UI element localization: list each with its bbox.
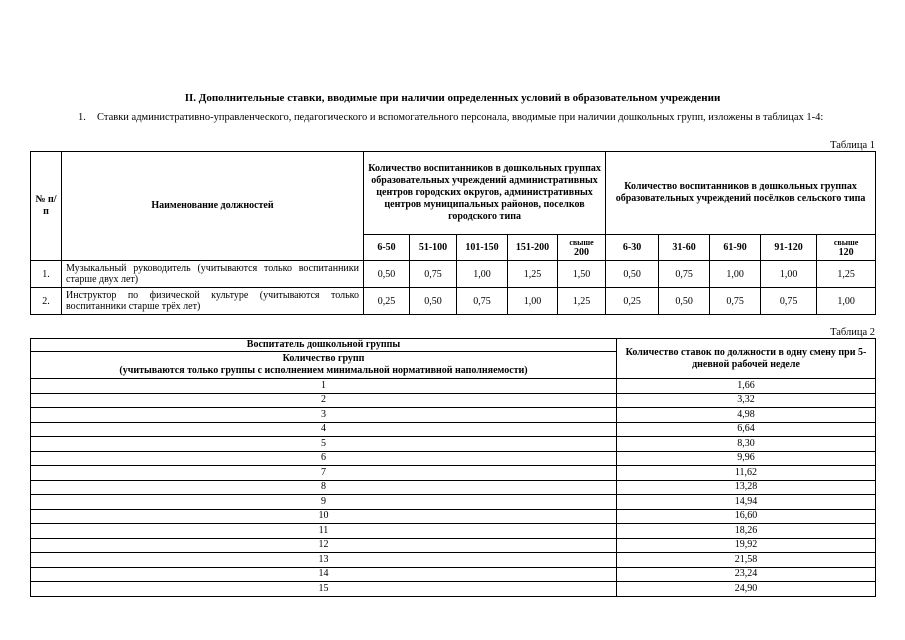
- over-label: свыше: [833, 237, 859, 247]
- table-row: [31, 393, 876, 408]
- table-row: [31, 524, 876, 539]
- group-count-cell: 2: [31, 393, 617, 408]
- rate-cell: 0,25: [606, 288, 659, 315]
- table1-caption: Таблица 1: [830, 140, 875, 151]
- rate-count-cell: 11,62: [617, 466, 876, 481]
- rate-cell: 0,75: [457, 288, 508, 315]
- table-row: [31, 538, 876, 553]
- rate-cell: 0,75: [761, 288, 817, 315]
- over-value: 120: [838, 246, 854, 258]
- rate-count-cell: 3,32: [617, 393, 876, 408]
- rate-cell: 1,00: [710, 261, 761, 288]
- col-header-number: № п/п: [31, 152, 62, 261]
- group-count-cell: 9: [31, 495, 617, 510]
- paragraph-number: 1.: [78, 112, 86, 123]
- range-header: 91-120: [761, 235, 817, 261]
- rate-cell: 0,50: [659, 288, 710, 315]
- rate-count-cell: 6,64: [617, 422, 876, 437]
- rate-cell: 0,75: [710, 288, 761, 315]
- table-row: [31, 437, 876, 452]
- range-header: 31-60: [659, 235, 710, 261]
- rate-count-cell: 16,60: [617, 509, 876, 524]
- rate-cell: 1,25: [508, 261, 558, 288]
- rate-cell: 1,25: [817, 261, 876, 288]
- range-header: 51-100: [410, 235, 457, 261]
- rate-cell: 0,25: [364, 288, 410, 315]
- rate-cell: 0,75: [659, 261, 710, 288]
- rate-count-cell: 9,96: [617, 451, 876, 466]
- col-header-position: Наименование должностей: [62, 152, 364, 261]
- table-row: [31, 288, 876, 315]
- rate-count-cell: 4,98: [617, 408, 876, 423]
- rate-count-cell: 8,30: [617, 437, 876, 452]
- over-value: 200: [574, 246, 590, 258]
- group-header-rural: Количество воспитанников в дошкольных группах образовательных учреждений посёлков сельского типа: [606, 152, 876, 235]
- rate-cell: 0,50: [606, 261, 659, 288]
- rate-count-cell: 18,26: [617, 524, 876, 539]
- rate-cell: 0,75: [410, 261, 457, 288]
- table-row: [31, 553, 876, 568]
- group-count-cell: 6: [31, 451, 617, 466]
- range-header: 6-30: [606, 235, 659, 261]
- range-header: 6-50: [364, 235, 410, 261]
- rate-cell: 1,00: [761, 261, 817, 288]
- rate-cell: 1,00: [508, 288, 558, 315]
- intro-paragraph: [78, 112, 875, 124]
- table2-caption: Таблица 2: [830, 327, 875, 338]
- group-count-cell: 1: [31, 379, 617, 394]
- group-count-cell: 14: [31, 567, 617, 582]
- range-header: 101-150: [457, 235, 508, 261]
- over-label: свыше: [569, 237, 594, 247]
- rate-count-cell: 19,92: [617, 538, 876, 553]
- rate-count-cell: 14,94: [617, 495, 876, 510]
- table-row: [31, 509, 876, 524]
- row-number: 1.: [31, 261, 62, 288]
- group-count-cell: 7: [31, 466, 617, 481]
- rate-cell: 1,50: [558, 261, 606, 288]
- table-row: [31, 466, 876, 481]
- header-groups-line1: Количество групп: [282, 353, 365, 364]
- row-number: 2.: [31, 288, 62, 315]
- section-heading: II. Дополнительные ставки, вводимые при наличии определенных условий в образовательном учреждении: [184, 92, 721, 104]
- table-row: [31, 261, 876, 288]
- range-header-over: [817, 235, 876, 261]
- table-row: [31, 451, 876, 466]
- group-count-cell: 13: [31, 553, 617, 568]
- group-count-cell: 3: [31, 408, 617, 423]
- rate-cell: 1,00: [817, 288, 876, 315]
- rate-count-cell: 1,66: [617, 379, 876, 394]
- table-row: [31, 567, 876, 582]
- table-row: [31, 480, 876, 495]
- rate-cell: 0,50: [364, 261, 410, 288]
- group-count-cell: 5: [31, 437, 617, 452]
- rate-cell: 1,00: [457, 261, 508, 288]
- rate-count-cell: 21,58: [617, 553, 876, 568]
- header-rates: Количество ставок по должности в одну смену при 5-дневной рабочей неделе: [617, 339, 876, 379]
- position-name: Музыкальный руководитель (учитываются только воспитанники старше двух лет): [62, 261, 364, 288]
- table-2: [30, 338, 876, 597]
- header-groups-line2: (учитываются только группы с исполнением минимальной нормативной наполняемости): [119, 365, 528, 376]
- group-count-cell: 12: [31, 538, 617, 553]
- table-row: [31, 582, 876, 597]
- range-header-over: [558, 235, 606, 261]
- header-educator: Воспитатель дошкольной группы: [31, 339, 617, 352]
- rate-count-cell: 13,28: [617, 480, 876, 495]
- rate-cell: 0,50: [410, 288, 457, 315]
- header-groups: [31, 352, 617, 379]
- paragraph-text: Ставки административно-управленческого, педагогического и вспомогательного персонала, вводимые при наличии дошкольных групп, изложены в таблицах 1-4:: [97, 112, 824, 123]
- group-count-cell: 11: [31, 524, 617, 539]
- position-name: Инструктор по физической культуре (учитываются только воспитанники старше трёх лет): [62, 288, 364, 315]
- group-header-urban: Количество воспитанников в дошкольных группах образовательных учреждений административных центров городских округов, административных центров муниципальных районов, поселков городского типа: [364, 152, 606, 235]
- group-count-cell: 10: [31, 509, 617, 524]
- table-row: [31, 408, 876, 423]
- range-header: 151-200: [508, 235, 558, 261]
- table-row: [31, 495, 876, 510]
- rate-cell: 1,25: [558, 288, 606, 315]
- rate-count-cell: 23,24: [617, 567, 876, 582]
- group-count-cell: 4: [31, 422, 617, 437]
- table-row: [31, 379, 876, 394]
- table-1: [30, 151, 876, 315]
- table-2-body: [31, 379, 876, 597]
- group-count-cell: 15: [31, 582, 617, 597]
- group-count-cell: 8: [31, 480, 617, 495]
- range-header: 61-90: [710, 235, 761, 261]
- rate-count-cell: 24,90: [617, 582, 876, 597]
- table-row: [31, 422, 876, 437]
